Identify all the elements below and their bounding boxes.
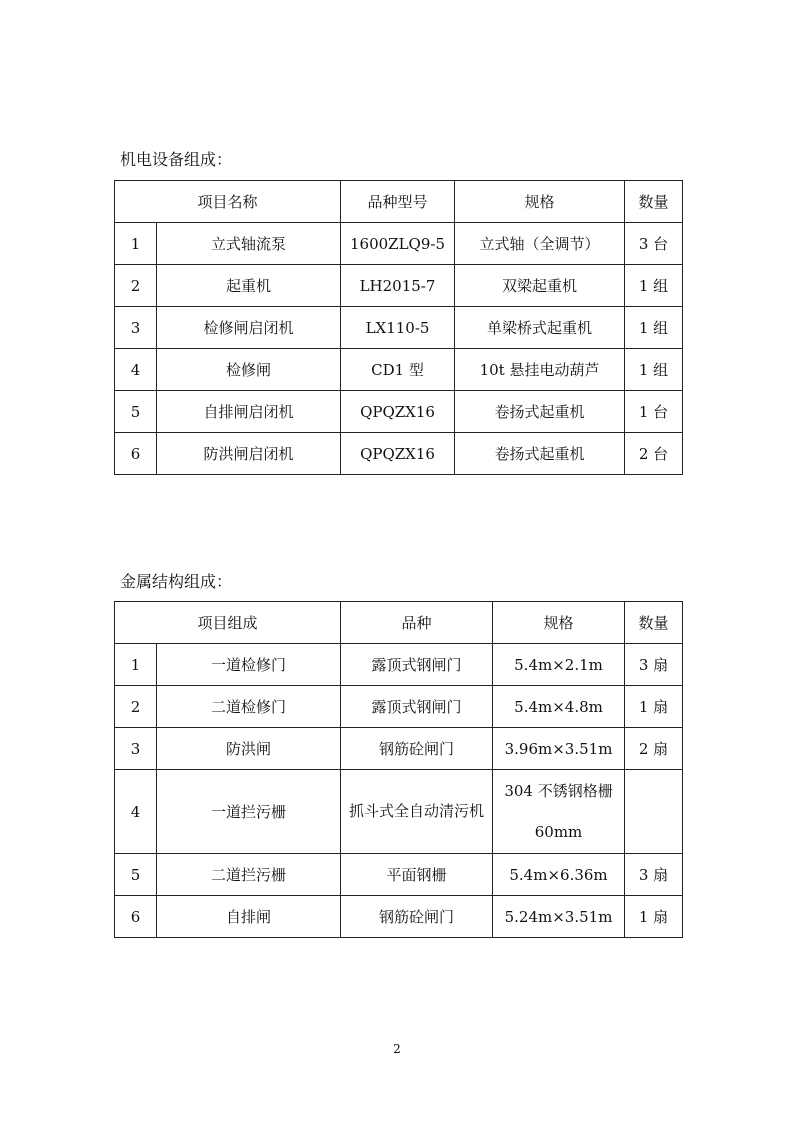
- item-name: 检修闸启闭机: [157, 307, 341, 349]
- row-number: 5: [115, 391, 157, 433]
- table-row: [115, 770, 683, 854]
- item-model: LH2015-7: [341, 265, 455, 307]
- item-qty: 1 扇: [625, 686, 683, 728]
- table-row: [115, 644, 683, 686]
- item-model: QPQZX16: [341, 391, 455, 433]
- item-qty: 1 组: [625, 307, 683, 349]
- item-model: QPQZX16: [341, 433, 455, 475]
- row-number: 3: [115, 728, 157, 770]
- item-spec: 3.96m×3.51m: [493, 728, 625, 770]
- row-number: 4: [115, 349, 157, 391]
- item-spec: 10t 悬挂电动葫芦: [455, 349, 625, 391]
- item-qty: 3 扇: [625, 644, 683, 686]
- row-number: 4: [115, 770, 157, 854]
- row-number: 2: [115, 265, 157, 307]
- equipment-header-model: 品种型号: [341, 181, 455, 223]
- item-name: 起重机: [157, 265, 341, 307]
- table-row: [115, 896, 683, 938]
- item-spec: 5.4m×4.8m: [493, 686, 625, 728]
- row-number: 2: [115, 686, 157, 728]
- item-name: 防洪闸: [157, 728, 341, 770]
- item-name: 立式轴流泵: [157, 223, 341, 265]
- item-model: 1600ZLQ9-5: [341, 223, 455, 265]
- item-name: 一道检修门: [157, 644, 341, 686]
- item-type: 抓斗式全自动清污机: [341, 770, 493, 854]
- item-type: 露顶式钢闸门: [341, 644, 493, 686]
- metal-header-row: [115, 602, 683, 644]
- item-qty: 1 组: [625, 349, 683, 391]
- row-number: 1: [115, 223, 157, 265]
- item-type: 露顶式钢闸门: [341, 686, 493, 728]
- item-spec: 双梁起重机: [455, 265, 625, 307]
- item-name: 自排闸: [157, 896, 341, 938]
- item-name: 二道拦污栅: [157, 854, 341, 896]
- row-number: 6: [115, 896, 157, 938]
- item-spec: 卷扬式起重机: [455, 433, 625, 475]
- item-spec: 卷扬式起重机: [455, 391, 625, 433]
- table-row: [115, 391, 683, 433]
- item-qty: 2 台: [625, 433, 683, 475]
- item-spec: 单梁桥式起重机: [455, 307, 625, 349]
- table-row: [115, 728, 683, 770]
- row-number: 3: [115, 307, 157, 349]
- item-type: 钢筋砼闸门: [341, 728, 493, 770]
- row-number: 6: [115, 433, 157, 475]
- item-qty: 1 扇: [625, 896, 683, 938]
- item-qty: 3 扇: [625, 854, 683, 896]
- item-qty: 3 台: [625, 223, 683, 265]
- item-spec: 立式轴（全调节）: [455, 223, 625, 265]
- table-row: [115, 686, 683, 728]
- metal-section-title: 金属结构组成：: [120, 572, 233, 591]
- item-name: 检修闸: [157, 349, 341, 391]
- item-type: 平面钢栅: [341, 854, 493, 896]
- table-row: [115, 433, 683, 475]
- item-model: CD1 型: [341, 349, 455, 391]
- row-number: 1: [115, 644, 157, 686]
- item-qty: 1 台: [625, 391, 683, 433]
- row-number: 5: [115, 854, 157, 896]
- item-qty: [625, 770, 683, 854]
- table-row: [115, 307, 683, 349]
- metal-table: [114, 601, 683, 938]
- item-type: 钢筋砼闸门: [341, 896, 493, 938]
- item-model: LX110-5: [341, 307, 455, 349]
- table-row: [115, 223, 683, 265]
- table-row: [115, 265, 683, 307]
- table-row: [115, 349, 683, 391]
- item-spec: 5.4m×2.1m: [493, 644, 625, 686]
- metal-header-spec: 规格: [493, 602, 625, 644]
- item-spec: 304 不锈钢格栅 60mm: [493, 770, 625, 854]
- equipment-header-qty: 数量: [625, 181, 683, 223]
- item-spec: 5.4m×6.36m: [493, 854, 625, 896]
- metal-header-qty: 数量: [625, 602, 683, 644]
- page-number: 2: [393, 1042, 401, 1056]
- equipment-header-spec: 规格: [455, 181, 625, 223]
- item-name: 自排闸启闭机: [157, 391, 341, 433]
- equipment-section-title: 机电设备组成：: [120, 150, 233, 169]
- equipment-table: [114, 180, 683, 475]
- item-spec: 5.24m×3.51m: [493, 896, 625, 938]
- table-row: [115, 854, 683, 896]
- item-name: 二道检修门: [157, 686, 341, 728]
- item-name: 防洪闸启闭机: [157, 433, 341, 475]
- item-qty: 1 组: [625, 265, 683, 307]
- metal-header-type: 品种: [341, 602, 493, 644]
- item-name: 一道拦污栅: [157, 770, 341, 854]
- equipment-header-name: 项目名称: [115, 181, 341, 223]
- item-qty: 2 扇: [625, 728, 683, 770]
- equipment-header-row: [115, 181, 683, 223]
- metal-header-name: 项目组成: [115, 602, 341, 644]
